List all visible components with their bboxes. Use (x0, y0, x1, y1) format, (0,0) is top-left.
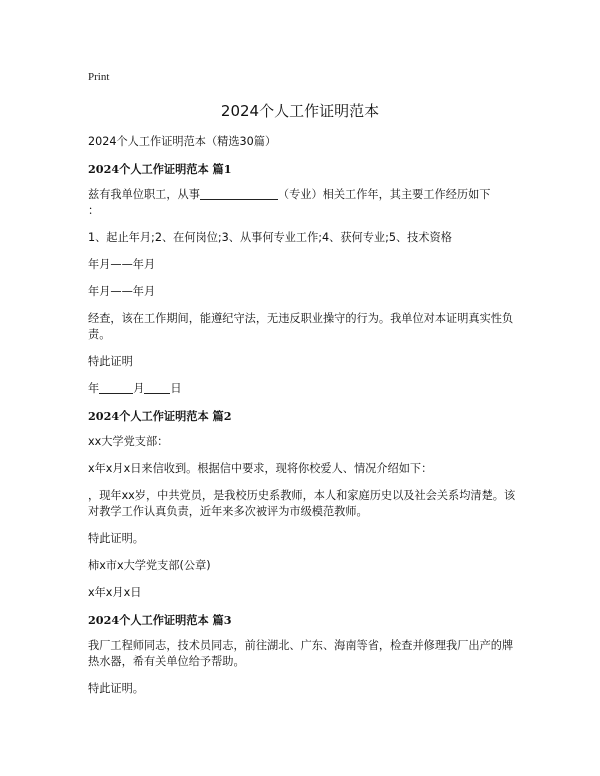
section-1-paragraph-3: 年月——年月 (88, 258, 156, 271)
print-label: Print (88, 71, 110, 83)
section-1-p1-tail: ： (88, 204, 100, 217)
section-heading-2: 2024个人工作证明范本 篇2 (88, 409, 232, 423)
section-3-paragraph-2: 特此证明。 (88, 682, 144, 695)
section-1-paragraph-4: 年月——年月 (88, 285, 156, 298)
section-1-paragraph-2: 1、起止年月;2、在何岗位;3、从事何专业工作;4、获何专业;5、技术资格 (88, 231, 452, 244)
section-3-paragraph-1: 我厂工程师同志，技术员同志，前往湖北、广东、海南等省，检查并修理我厂出产的牌热水器，希有关单位给予帮助。 (88, 639, 514, 668)
date-year-label: 年 (88, 382, 100, 395)
fill-in-blank (200, 187, 278, 200)
section-2-paragraph-3: ，现年xx岁，中共党员，是我校历史系教师，本人和家庭历史以及社会关系均清楚。该对教学工作认真负责，近年来多次被评为市级模范教师。 (88, 489, 516, 518)
document-subtitle: 2024个人工作证明范本（精选30篇） (88, 135, 277, 148)
section-2-paragraph-5: 柿x市x大学党支部(公章) (88, 559, 211, 572)
section-2-paragraph-2: x年x月x日来信收到。根据信中要求，现将你校爱人、情况介绍如下： (88, 462, 433, 475)
document-body (88, 134, 520, 708)
section-1-paragraph-5: 经查，该在工作期间，能遵纪守法，无违反职业操守的行为。我单位对本证明真实性负责。 (88, 312, 514, 341)
section-heading-1: 2024个人工作证明范本 篇1 (88, 162, 232, 176)
section-heading-3: 2024个人工作证明范本 篇3 (88, 613, 232, 627)
section-2-paragraph-1: xx大学党支部： (88, 435, 169, 448)
section-1-p1-after: （专业）相关工作年，其主要工作经历如下 (277, 188, 491, 201)
section-2-paragraph-6: x年x月x日 (88, 586, 142, 599)
section-1-paragraph-1 (88, 187, 520, 219)
date-month-label: 月 (133, 382, 145, 395)
document-title: 2024个人工作证明范本 (220, 102, 380, 120)
section-1-paragraph-6: 特此证明 (88, 355, 133, 368)
date-day-label: 日 (170, 382, 182, 395)
section-1-date-line (88, 381, 520, 397)
fill-in-blank (99, 381, 133, 394)
section-1-p1-before: 兹有我单位职工，从事 (88, 188, 200, 201)
fill-in-blank (144, 381, 170, 394)
section-2-paragraph-4: 特此证明。 (88, 532, 144, 545)
